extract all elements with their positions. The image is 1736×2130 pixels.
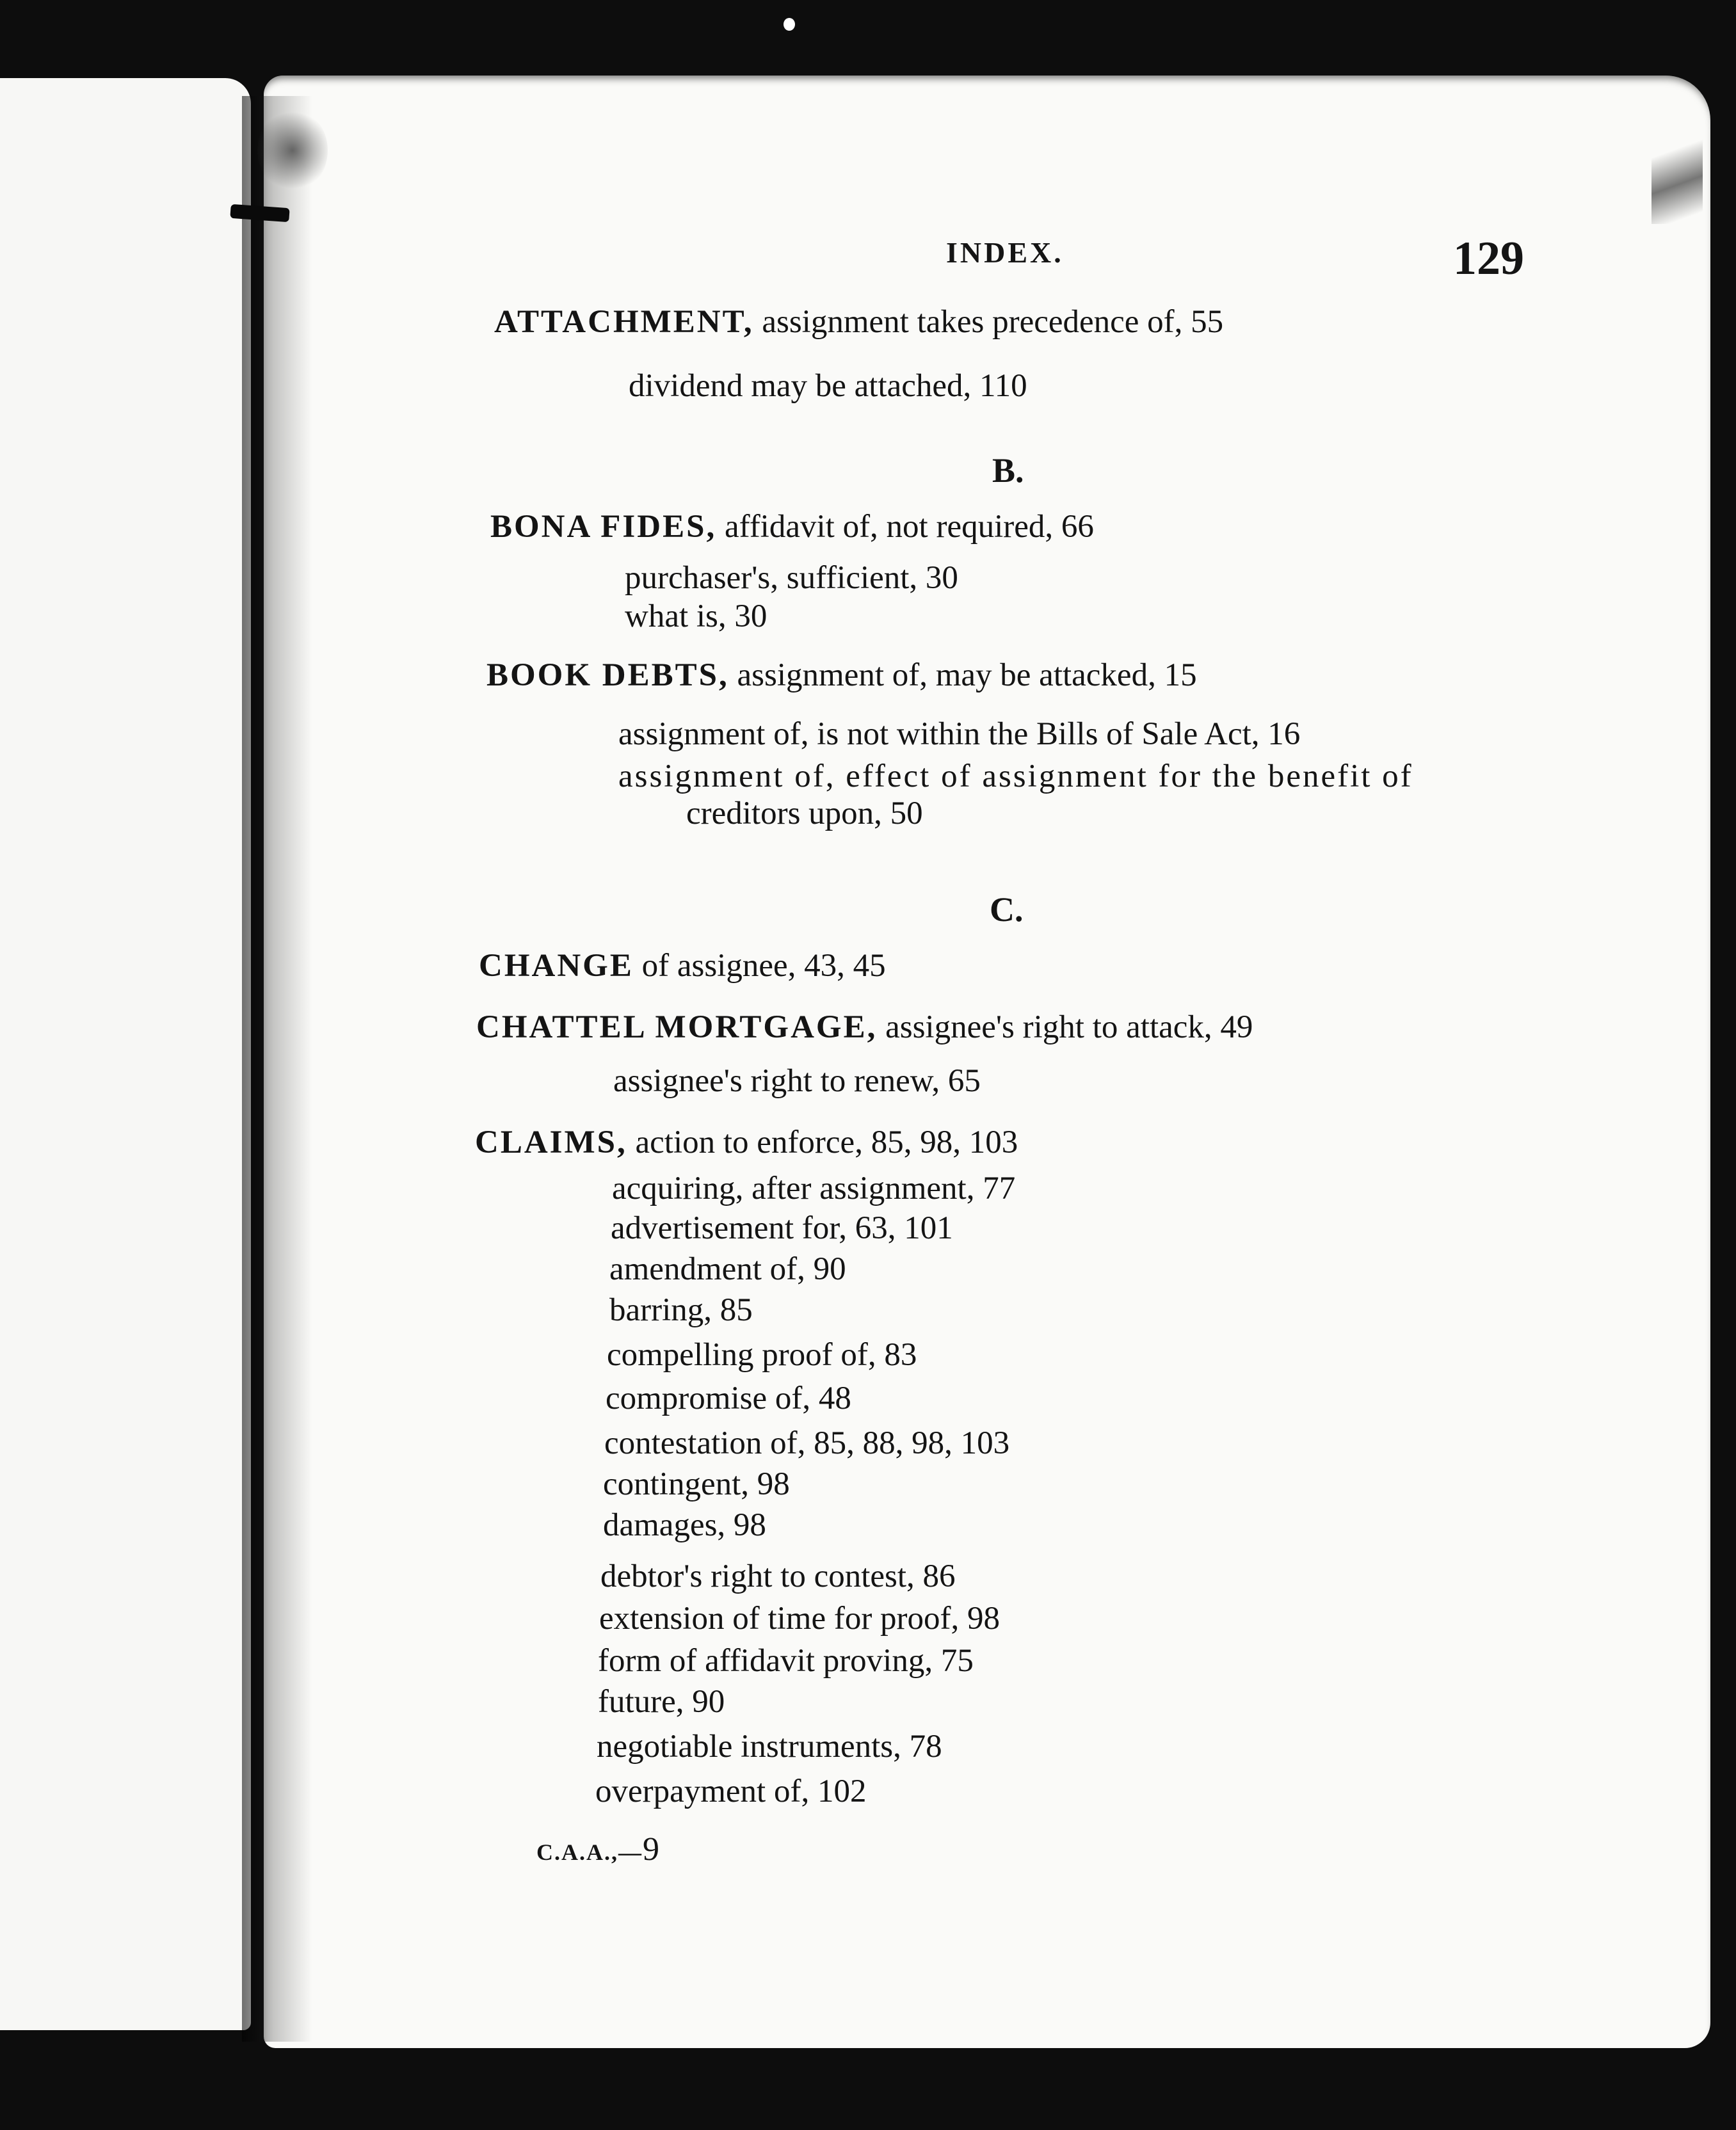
entry-term: CLAIMS,	[475, 1125, 627, 1160]
entry-text: assignee's right to attack, 49	[885, 1009, 1253, 1045]
page-number: 129	[1453, 232, 1524, 285]
index-entry-book-debts	[486, 659, 1197, 692]
index-subentry: overpayment of, 102	[595, 1774, 867, 1809]
index-subentry: creditors upon, 50	[686, 796, 923, 831]
signature-mark: C.A.A.,—	[536, 1839, 643, 1865]
index-subentry: amendment of, 90	[609, 1251, 846, 1287]
index-subentry: negotiable instruments, 78	[597, 1729, 942, 1765]
signature-number: 9	[643, 1831, 661, 1868]
index-subentry: purchaser's, sufficient, 30	[625, 560, 958, 596]
index-entry-attachment	[494, 306, 1223, 339]
index-subentry: compromise of, 48	[606, 1381, 851, 1416]
entry-text: of assignee, 43, 45	[641, 948, 886, 984]
index-subentry: debtor's right to contest, 86	[600, 1558, 956, 1594]
entry-term: CHANGE	[479, 948, 634, 984]
index-subentry: barring, 85	[609, 1292, 753, 1328]
section-letter-c: C.	[990, 890, 1024, 929]
index-subentry: contestation of, 85, 88, 98, 103	[604, 1425, 1010, 1461]
index-subentry: what is, 30	[625, 598, 768, 634]
section-letter-b: B.	[992, 451, 1024, 490]
index-entry-chattel-mortgage	[476, 1011, 1253, 1044]
index-subentry: assignment of, effect of assignment for the benefit of	[618, 758, 1413, 794]
index-entry-bona-fides	[490, 511, 1094, 543]
page-corner-tear	[1652, 122, 1703, 224]
facing-page-edge	[0, 78, 251, 2030]
entry-text: assignment takes precedence of, 55	[762, 304, 1224, 340]
entry-term: CHATTEL MORTGAGE,	[476, 1009, 878, 1045]
entry-text: affidavit of, not required, 66	[725, 509, 1094, 545]
index-subentry: extension of time for proof, 98	[599, 1601, 1001, 1637]
printer-signature	[536, 1830, 661, 1868]
index-subentry: future, 90	[598, 1684, 725, 1720]
index-subentry: compelling proof of, 83	[607, 1337, 917, 1373]
index-subentry: form of affidavit proving, 75	[598, 1643, 974, 1679]
entry-text: assignment of, may be attacked, 15	[737, 657, 1197, 693]
index-subentry: assignment of, is not within the Bills of Sale Act, 16	[618, 716, 1301, 752]
index-entry-claims	[475, 1126, 1018, 1159]
index-subentry: advertisement for, 63, 101	[611, 1210, 953, 1246]
running-title: INDEX.	[946, 236, 1064, 269]
entry-text: action to enforce, 85, 98, 103	[635, 1125, 1018, 1160]
index-subentry: assignee's right to renew, 65	[613, 1063, 981, 1099]
scan-dot	[784, 18, 795, 31]
index-subentry: acquiring, after assignment, 77	[612, 1171, 1016, 1206]
index-entry-change	[479, 950, 886, 982]
entry-term: BONA FIDES,	[490, 509, 717, 545]
gutter-shadow	[242, 96, 312, 2042]
index-subentry: damages, 98	[603, 1507, 766, 1543]
entry-term: BOOK DEBTS,	[486, 657, 729, 693]
index-subentry: contingent, 98	[603, 1466, 790, 1502]
entry-term: ATTACHMENT,	[494, 304, 754, 340]
ink-blot	[257, 109, 328, 192]
index-subentry: dividend may be attached, 110	[629, 368, 1027, 404]
